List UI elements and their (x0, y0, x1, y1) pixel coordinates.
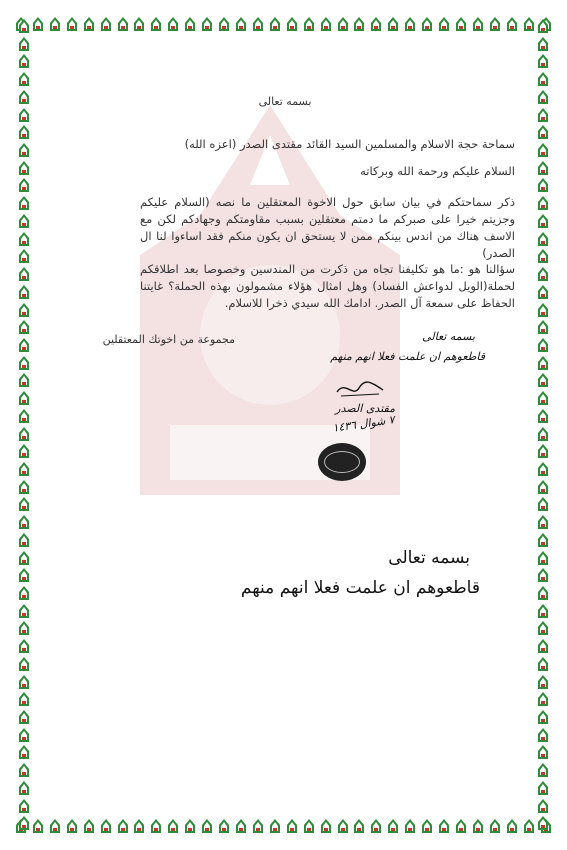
border-tile (536, 124, 550, 140)
border-tile (536, 18, 550, 34)
border-tile (536, 479, 550, 495)
border-tile (454, 818, 468, 834)
border-tile (536, 603, 550, 619)
border-tile (17, 744, 31, 760)
border-tile (17, 780, 31, 796)
border-tile (17, 567, 31, 583)
border-tile (536, 443, 550, 459)
border-tile (437, 16, 451, 32)
border-tile (17, 620, 31, 636)
border-tile (420, 16, 434, 32)
border-tile (536, 674, 550, 690)
border-tile (17, 762, 31, 778)
border-tile (217, 16, 231, 32)
border-tile (17, 656, 31, 672)
border-tile (403, 16, 417, 32)
border-tile (536, 780, 550, 796)
border-tile (17, 319, 31, 335)
border-tile (285, 818, 299, 834)
typed-reply-heading: بسمه تعالى (388, 548, 470, 568)
border-tile (132, 16, 146, 32)
border-tile (17, 638, 31, 654)
signature-scribble (335, 378, 385, 400)
border-tile (302, 818, 316, 834)
border-tile (17, 36, 31, 52)
border-tile (149, 818, 163, 834)
border-tile (17, 177, 31, 193)
border-tile (17, 798, 31, 814)
letter-paragraph-1: ذكر سماحتكم في بيان سابق حول الاخوة المعتقلين ما نصه (السلام عليكم وجزيتم خيرا على صبركم ما دمتم معتقلين بسبب مقاومتكم وجهادكم لكن مع الاسف هناك من اندس بينكم ممن لا يستحق ان يكون منكم فقد اساءوا لنا ال الصدر) (140, 195, 515, 260)
official-seal (318, 443, 366, 481)
border-tile (536, 284, 550, 300)
border-tile (17, 443, 31, 459)
border-tile (17, 53, 31, 69)
border-tile (17, 195, 31, 211)
border-tile (17, 160, 31, 176)
border-tile (536, 337, 550, 353)
border-tile (17, 727, 31, 743)
border-tile (471, 16, 485, 32)
border-tile (17, 815, 31, 831)
border-tile (234, 818, 248, 834)
border-tile (200, 16, 214, 32)
border-tile (48, 818, 62, 834)
border-tile (437, 818, 451, 834)
border-tile (17, 213, 31, 229)
letter-paragraph-2: سؤالنا هو :ما هو تكليفنا تجاه من ذكرت من المندسين وخصوصا بعد اطلاقكم لحملة(الويل لدواعش الفساد) وهل امثال هؤلاء مشمولون بهذه الحملة؟ غايتنا الحفاظ على سمعة آل الصدر. ادامك الله سيدي ذخرا للاسلام. (140, 262, 515, 310)
letter-signature: مجموعة من اخوتك المعتقلين (102, 333, 235, 346)
border-tile (369, 818, 383, 834)
border-tile (319, 16, 333, 32)
border-tile (505, 818, 519, 834)
border-tile (536, 213, 550, 229)
border-tile (17, 408, 31, 424)
border-tile (17, 107, 31, 123)
border-tile (536, 177, 550, 193)
border-tile (48, 16, 62, 32)
letter-addressee: سماحة حجة الاسلام والمسلمين السيد القائد مقتدى الصدر (اعزه الله) (184, 137, 515, 151)
border-tile (454, 16, 468, 32)
border-tile (17, 142, 31, 158)
border-tile (166, 818, 180, 834)
border-tile (536, 142, 550, 158)
border-tile (536, 532, 550, 548)
border-tile (536, 744, 550, 760)
border-tile (17, 514, 31, 530)
border-tile (352, 818, 366, 834)
decorative-border-top (14, 14, 553, 34)
border-tile (17, 266, 31, 282)
border-tile (536, 53, 550, 69)
handwritten-signer: مقتدى الصدر (335, 402, 395, 415)
border-tile (285, 16, 299, 32)
border-tile (17, 390, 31, 406)
border-tile (536, 71, 550, 87)
border-tile (302, 16, 316, 32)
border-tile (65, 818, 79, 834)
border-tile (352, 16, 366, 32)
border-tile (505, 16, 519, 32)
border-tile (183, 16, 197, 32)
decorative-border-left (14, 18, 34, 832)
border-tile (17, 337, 31, 353)
border-tile (17, 284, 31, 300)
border-tile (17, 585, 31, 601)
handwritten-reply: قاطعوهم ان علمت فعلا انهم منهم (330, 350, 485, 363)
border-tile (17, 479, 31, 495)
border-tile (200, 818, 214, 834)
decorative-border-right (533, 18, 553, 832)
border-tile (251, 818, 265, 834)
border-tile (536, 691, 550, 707)
border-tile (99, 818, 113, 834)
border-tile (536, 231, 550, 247)
border-tile (471, 818, 485, 834)
border-tile (166, 16, 180, 32)
border-tile (319, 818, 333, 834)
border-tile (536, 798, 550, 814)
border-tile (17, 603, 31, 619)
border-tile (536, 302, 550, 318)
decorative-border-bottom (14, 816, 553, 836)
border-tile (234, 16, 248, 32)
border-tile (536, 762, 550, 778)
border-tile (217, 818, 231, 834)
border-tile (386, 818, 400, 834)
border-tile (17, 124, 31, 140)
handwritten-heading: بسمه تعالى (422, 330, 475, 343)
border-tile (17, 248, 31, 264)
letter-heading: بسمه تعالى (258, 95, 312, 108)
border-tile (17, 426, 31, 442)
border-tile (17, 691, 31, 707)
border-tile (17, 89, 31, 105)
border-tile (536, 390, 550, 406)
border-tile (536, 248, 550, 264)
border-tile (536, 638, 550, 654)
border-tile (536, 372, 550, 388)
border-tile (116, 16, 130, 32)
border-tile (116, 818, 130, 834)
border-tile (536, 514, 550, 530)
border-tile (183, 818, 197, 834)
border-tile (536, 89, 550, 105)
border-tile (17, 709, 31, 725)
border-tile (536, 585, 550, 601)
border-tile (149, 16, 163, 32)
border-tile (536, 567, 550, 583)
border-tile (536, 496, 550, 512)
border-tile (536, 461, 550, 477)
border-tile (386, 16, 400, 32)
border-tile (420, 818, 434, 834)
border-tile (536, 408, 550, 424)
border-tile (369, 16, 383, 32)
border-tile (17, 532, 31, 548)
border-tile (536, 709, 550, 725)
border-tile (17, 355, 31, 371)
border-tile (82, 16, 96, 32)
border-tile (17, 550, 31, 566)
border-tile (251, 16, 265, 32)
border-tile (17, 674, 31, 690)
handwritten-date: ٧ شوال ١٤٣٦ (331, 413, 396, 435)
border-tile (17, 71, 31, 87)
border-tile (268, 16, 282, 32)
border-tile (17, 372, 31, 388)
border-tile (536, 319, 550, 335)
border-tile (82, 818, 96, 834)
border-tile (536, 107, 550, 123)
border-tile (536, 160, 550, 176)
border-tile (536, 815, 550, 831)
border-tile (536, 727, 550, 743)
border-tile (132, 818, 146, 834)
border-tile (536, 195, 550, 211)
border-tile (268, 818, 282, 834)
typed-reply-text: قاطعوهم ان علمت فعلا انهم منهم (240, 578, 480, 598)
border-tile (336, 16, 350, 32)
border-tile (536, 355, 550, 371)
border-tile (536, 656, 550, 672)
border-tile (536, 426, 550, 442)
border-tile (488, 818, 502, 834)
border-tile (17, 231, 31, 247)
border-tile (536, 36, 550, 52)
border-tile (17, 18, 31, 34)
border-tile (65, 16, 79, 32)
border-tile (536, 266, 550, 282)
border-tile (17, 302, 31, 318)
border-tile (403, 818, 417, 834)
border-tile (99, 16, 113, 32)
border-tile (536, 550, 550, 566)
border-tile (336, 818, 350, 834)
border-tile (488, 16, 502, 32)
border-tile (17, 496, 31, 512)
border-tile (536, 620, 550, 636)
letter-greeting: السلام عليكم ورحمة الله وبركاته (360, 164, 515, 178)
border-tile (17, 461, 31, 477)
